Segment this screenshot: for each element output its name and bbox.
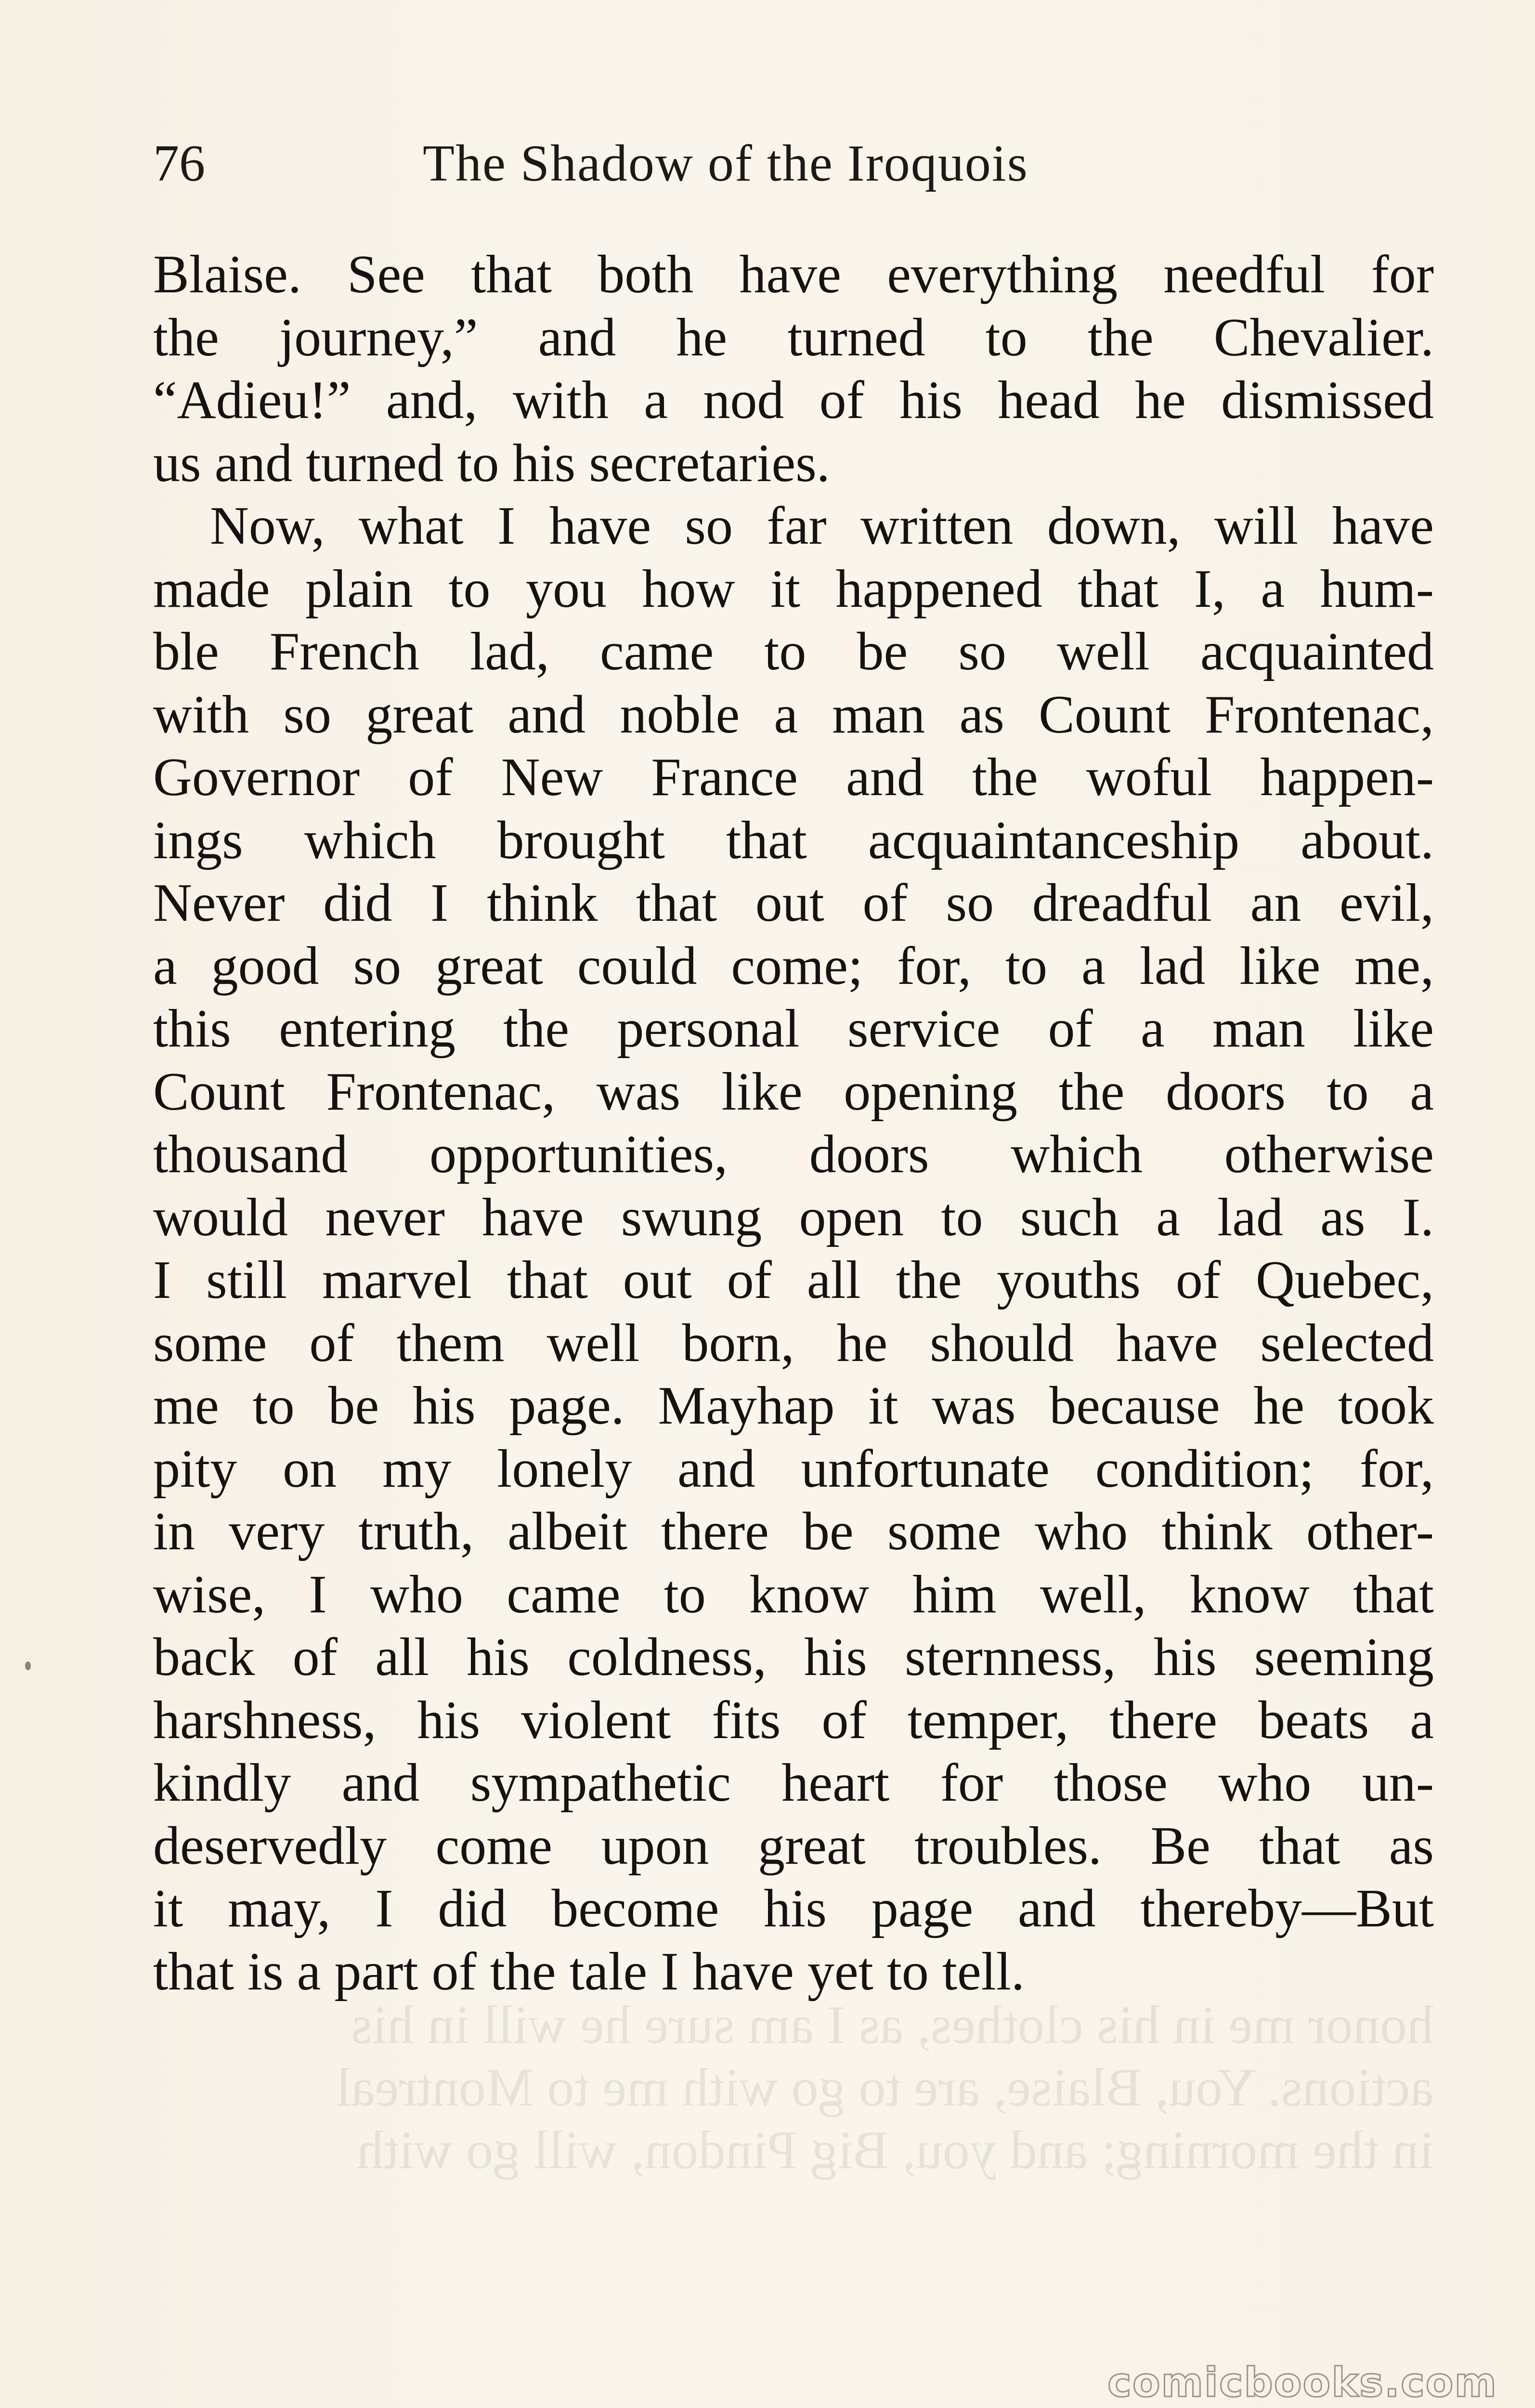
text-line: in very truth, albeit there be some who think other-: [153, 1502, 1434, 1561]
bleed-line: actions. You, Blaise, are to go with me to Montreal: [336, 2058, 1434, 2118]
text-line: harshness, his violent fits of temper, there beats a: [153, 1690, 1434, 1750]
bleed-line: in the morning; and you, Big Pindon, will go with: [357, 2120, 1434, 2180]
text-line: a good so great could come; for, to a lad like me,: [153, 936, 1434, 996]
text-line: pity on my lonely and unfortunate condition; for,: [153, 1439, 1434, 1499]
text-line: Governor of New France and the woful happen-: [153, 747, 1434, 807]
text-line: thousand opportunities, doors which otherwise: [153, 1125, 1434, 1184]
text-line: “Adieu!” and, with a nod of his head he dismissed: [153, 370, 1434, 430]
paper-speck: [25, 1662, 31, 1670]
text-line: ble French lad, came to be so well acquainted: [153, 622, 1434, 681]
text-line: deservedly come upon great troubles. Be that as: [153, 1816, 1434, 1876]
text-line: me to be his page. Mayhap it was because he took: [153, 1376, 1434, 1436]
page-number: 76: [153, 135, 205, 192]
page-header: [153, 130, 1434, 197]
body-text: [153, 243, 1434, 2003]
text-line: it may, I did become his page and thereby—But: [153, 1879, 1434, 1938]
text-line: would never have swung open to such a lad as I.: [153, 1187, 1434, 1247]
text-line: Count Frontenac, was like opening the doors to a: [153, 1061, 1434, 1122]
text-line: the journey,” and he turned to the Chevalier.: [153, 307, 1434, 367]
text-line: Blaise. See that both have everything needful for: [153, 245, 1434, 304]
text-line: us and turned to his secretaries.: [153, 433, 830, 493]
bleed-through-text: [153, 1994, 1434, 2182]
text-line: Now, what I have so far written down, will have: [210, 496, 1434, 556]
text-line: that is a part of the tale I have yet to tell.: [153, 1941, 1025, 2002]
bleed-line: honor me in his clothes, as I am sure he will in his: [351, 1995, 1434, 2055]
text-line: made plain to you how it happened that I, a hum-: [153, 559, 1434, 619]
text-line: ings which brought that acquaintanceship about.: [153, 810, 1434, 870]
text-line: Never did I think that out of so dreadful an evil,: [153, 873, 1434, 933]
text-line: some of them well born, he should have selected: [153, 1313, 1434, 1373]
text-line: I still marvel that out of all the youths of Quebec,: [153, 1250, 1434, 1310]
watermark: comicbooks.com: [1107, 2359, 1497, 2406]
text-line: with so great and noble a man as Count Frontenac,: [153, 684, 1434, 745]
text-line: wise, I who came to know him well, know that: [153, 1564, 1434, 1624]
text-line: back of all his coldness, his sternness, his seeming: [153, 1627, 1434, 1687]
running-title: The Shadow of the Iroquois: [423, 135, 1028, 192]
text-line: kindly and sympathetic heart for those who un-: [153, 1753, 1434, 1813]
text-line: this entering the personal service of a man like: [153, 999, 1434, 1059]
